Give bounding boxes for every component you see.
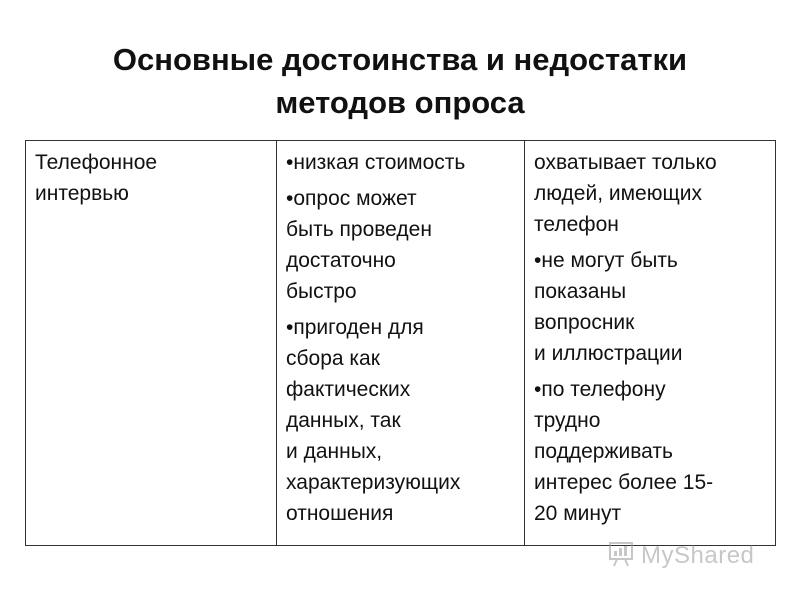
disadvantages-cell <box>525 141 776 546</box>
advantage-line: и данных, <box>286 440 383 463</box>
watermark-text: MyShared <box>641 542 755 569</box>
advantage-line: быстро <box>286 280 357 303</box>
advantage-item <box>286 183 516 307</box>
advantage-line: •опрос может <box>286 187 417 210</box>
watermark <box>607 541 754 571</box>
advantage-item <box>286 147 516 178</box>
methods-table <box>25 140 776 546</box>
disadvantage-line: вопросник <box>534 311 635 334</box>
advantages-cell <box>277 141 525 546</box>
advantage-line: достаточно <box>286 249 396 272</box>
disadvantage-line: людей, имеющих <box>534 182 702 205</box>
disadvantage-line: телефон <box>534 213 619 236</box>
disadvantage-line: поддерживать <box>534 440 673 463</box>
disadvantage-item <box>534 374 767 529</box>
advantage-item <box>286 312 516 529</box>
presentation-board-icon <box>607 539 637 574</box>
disadvantage-line: показаны <box>534 280 627 303</box>
advantage-line: данных, так <box>286 409 401 432</box>
disadvantage-line: •по телефону <box>534 378 666 401</box>
disadvantage-line: •не могут быть <box>534 249 678 272</box>
table-row <box>26 141 776 546</box>
method-line-2: интервью <box>35 182 129 205</box>
disadvantage-line: охватывает только <box>534 151 717 174</box>
disadvantage-line: трудно <box>534 409 601 432</box>
advantage-line: быть проведен <box>286 218 432 241</box>
disadvantage-item <box>534 147 767 240</box>
slide-title <box>0 38 800 124</box>
advantage-line: сбора как <box>286 347 380 370</box>
advantage-line: •низкая стоимость <box>286 151 466 174</box>
advantage-line: отношения <box>286 502 394 525</box>
method-cell <box>26 141 277 546</box>
method-line-1: Телефонное <box>35 151 158 174</box>
slide-title-line-2: методов опроса <box>275 85 525 120</box>
advantage-line: фактических <box>286 378 411 401</box>
disadvantage-line: 20 минут <box>534 502 622 525</box>
disadvantage-item <box>534 245 767 369</box>
slide-title-line-1: Основные достоинства и недостатки <box>112 42 688 77</box>
advantage-line: характеризующих <box>286 471 461 494</box>
advantage-line: •пригоден для <box>286 316 424 339</box>
disadvantage-line: интерес более 15- <box>534 471 714 494</box>
disadvantage-line: и иллюстрации <box>534 342 683 365</box>
